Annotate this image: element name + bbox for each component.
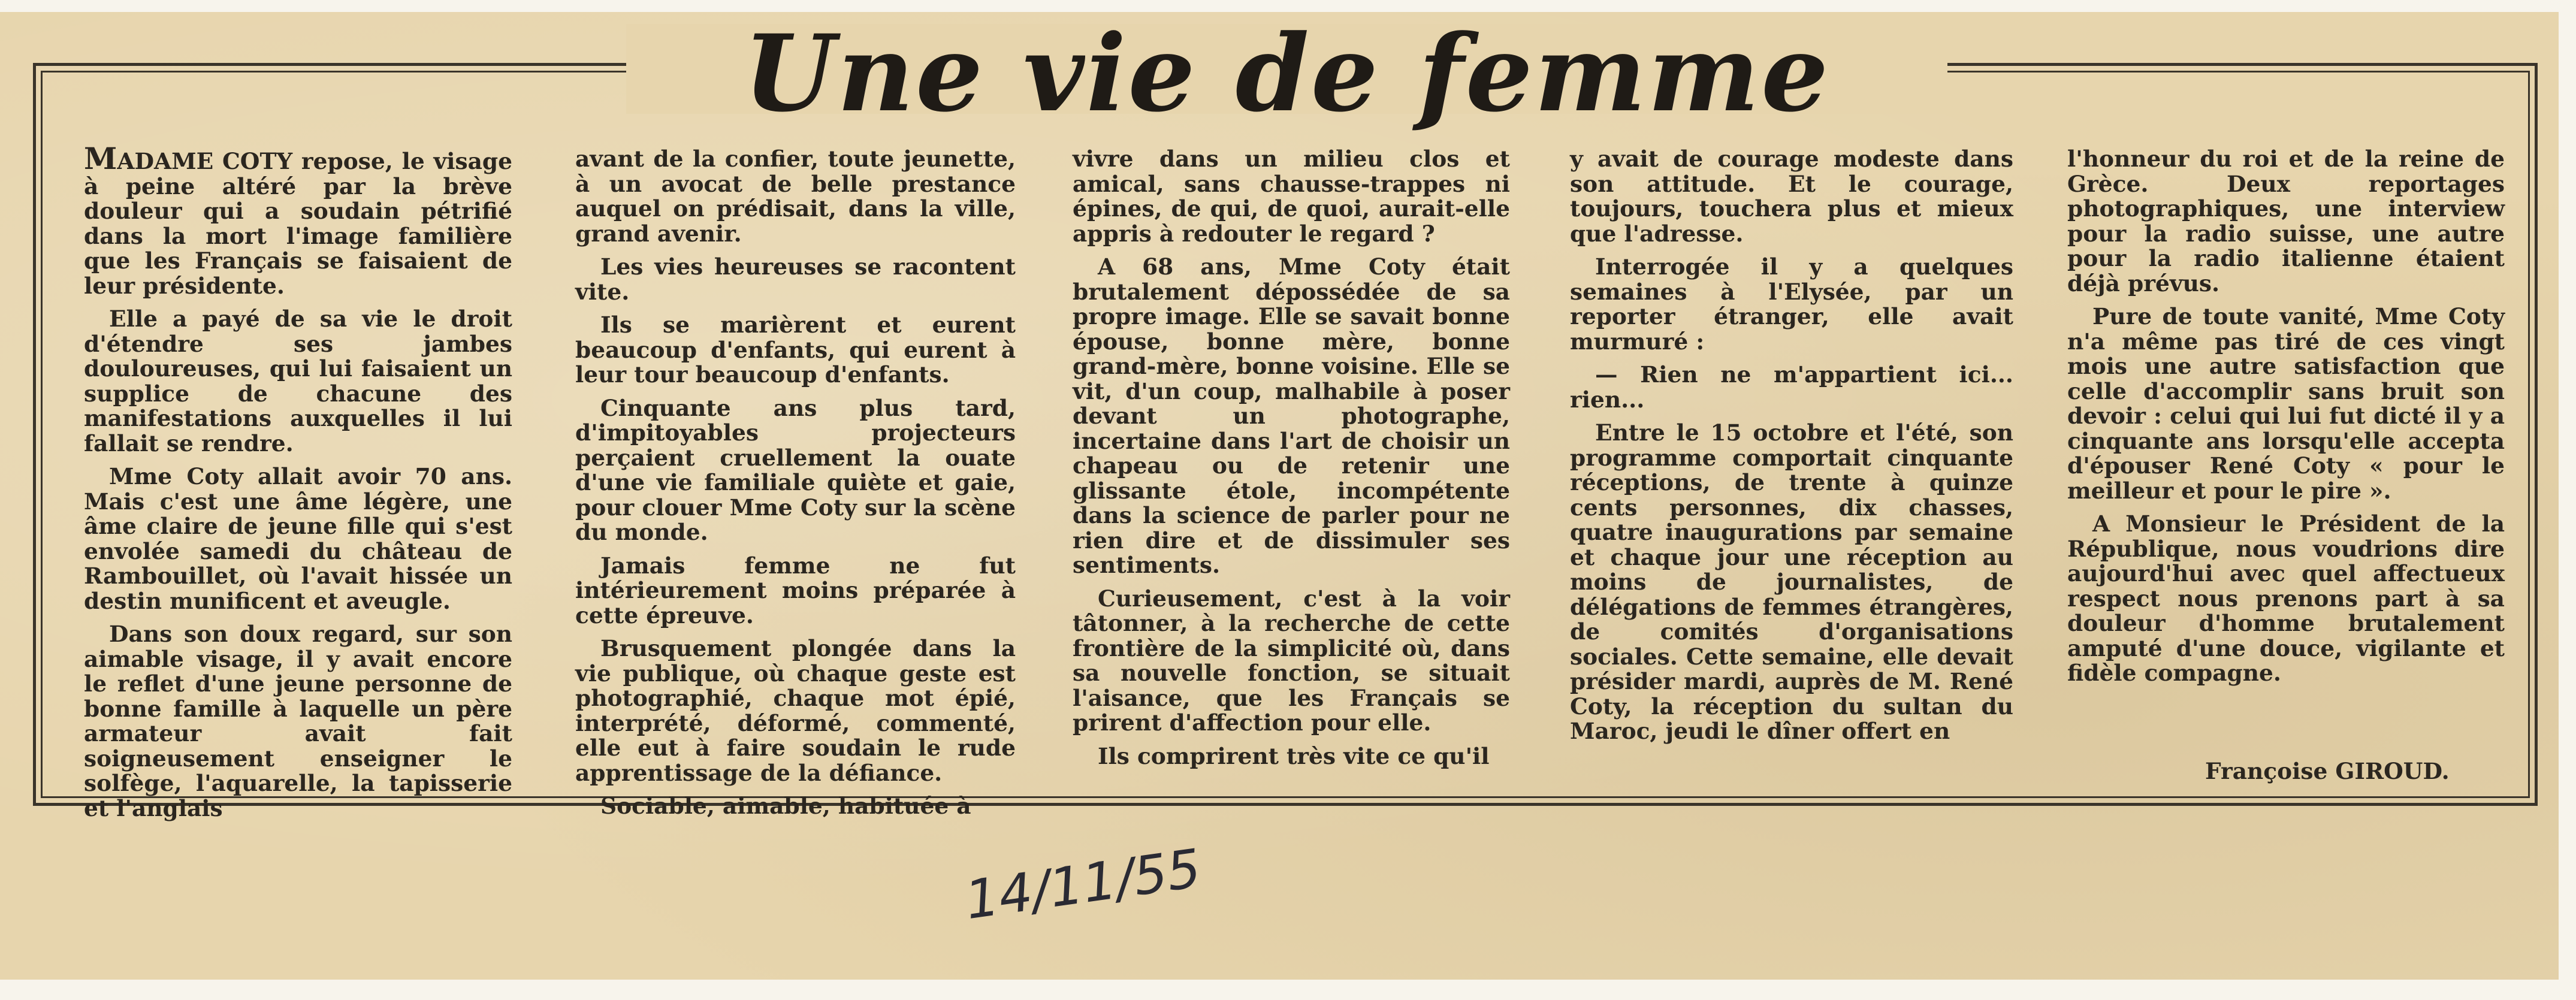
- article-title: Une vie de femme: [743, 11, 1831, 135]
- column-2-paragraph-7: Sociable, aimable, habituée à: [600, 793, 971, 819]
- handwritten-date: [959, 837, 1205, 932]
- column-5-paragraph-2: Pure de toute vanité, Mme Coty n'a même pas tiré de ces vingt mois une autre satisfaction que celle d'accomplir sans bruit son devoir : celui qui lui fut dicté il y a cinquante ans lorsqu'elle accepta d'épouser René Coty « pour le meilleur et pour le pire ».: [2067, 303, 2505, 504]
- column-3-paragraph-3: Curieusement, c'est à la voir tâtonner, à la recherche de cette frontière de la simplicité où, dans sa nouvelle fonction, se situait l'aisance, que les Français se prirent d'affection pour elle.: [1073, 585, 1510, 736]
- column-5-paragraph-1: l'honneur du roi et de la reine de Grèce. Deux reportages photographiques, une interview pour la radio suisse, une autre pour la radio italienne étaient déjà prévus.: [2067, 146, 2505, 297]
- article-column-5: [2067, 147, 2505, 782]
- column-2-paragraph-1: avant de la confier, toute jeunette, à un avocat de belle prestance auquel on prédisait, dans la ville, grand avenir.: [575, 146, 1016, 247]
- column-4-paragraph-1: y avait de courage modeste dans son attitude. Et le courage, toujours, touchera plus et mieux que l'adresse.: [1570, 146, 2013, 247]
- article-column-4: [1570, 147, 2013, 782]
- column-1-paragraph-3: Mme Coty allait avoir 70 ans. Mais c'est une âme légère, une âme claire de jeune fille qui s'est envolée samedi du château de Rambouillet, où l'avait hissée un destin munificent et aveugle.: [84, 463, 512, 614]
- column-4-paragraph-2: Interrogée il y a quelques semaines à l'Elysée, par un reporter étranger, elle avait murmuré :: [1570, 253, 2013, 355]
- column-3-paragraph-1: vivre dans un milieu clos et amical, sans chausse-trappes ni épines, de qui, de quoi, aurait-elle appris à redouter le regard ?: [1073, 146, 1510, 247]
- column-1-paragraph-2: Elle a payé de sa vie le droit d'étendre ses jambes douloureuses, qui lui faisaient un supplice de chacune des manifestations auxquelles il lui fallait se rendre.: [84, 306, 512, 457]
- column-5-paragraph-3: A Monsieur le Président de la République, nous voudrions dire aujourd'hui avec quel affectueux respect nous prenons part à sa douleur d'homme brutalement amputé d'une douce, vigilante et fidèle compagne.: [2067, 510, 2505, 686]
- column-4-paragraph-3: — Rien ne m'appartient ici... rien...: [1570, 361, 2013, 413]
- column-2-paragraph-6: Brusquement plongée dans la vie publique, où chaque geste est photographié, chaque mot épié, interprété, déformé, commenté, elle eut à faire soudain le rude apprentissage de la défiance.: [575, 635, 1016, 786]
- column-1-paragraph-4: Dans son doux regard, sur son aimable visage, il y avait encore le reflet d'une jeune personne de bonne famille à laquelle un père armateur avait fait soigneusement enseigner le solfège, l'aquarelle, la tapisserie et l'anglais: [84, 621, 512, 821]
- article-column-1: [84, 141, 512, 821]
- column-2-paragraph-5: Jamais femme ne fut intérieurement moins préparée à cette épreuve.: [575, 552, 1016, 629]
- column-4-paragraph-4: Entre le 15 octobre et l'été, son programme comportait cinquante réceptions, de trente à quinze cents personnes, dix chasses, quatre inaugurations par semaine et chaque jour une réception au moins de journalistes, de délégations de femmes étrangères, de comités d'organisations sociales. Cette semaine, elle devait présider mardi, auprès de M. René Coty, la réception du sultan du Maroc, jeudi le dîner offert en: [1570, 419, 2013, 744]
- column-3-paragraph-2: A 68 ans, Mme Coty était brutalement dépossédée de sa propre image. Elle se savait bonne épouse, bonne mère, bonne grand-mère, bonne voisine. Elle se vit, d'un coup, malhabile à poser devant un photographe, incertaine dans l'art de choisir un chapeau ou de retenir une glissante étole, incompétente dans la science de parler pour ne rien dire et de dissimuler ses sentiments.: [1073, 253, 1510, 578]
- column-2-paragraph-2: Les vies heureuses se racontent vite.: [575, 253, 1016, 305]
- column-2-paragraph-4: Cinquante ans plus tard, d'impitoyables projecteurs perçaient cruellement la ouate d'une vie familiale quiète et gaie, pour clouer Mme Coty sur la scène du monde.: [575, 394, 1016, 545]
- column-1-paragraph-1-text: ADAME COTY repose, le visage à peine altéré par la brève douleur qui a soudain pétrifié dans la mort l'image familière que les Français se faisaient de leur présidente.: [84, 148, 512, 299]
- article-column-2: [575, 146, 1016, 819]
- drop-cap: M: [84, 141, 117, 176]
- author-byline: Françoise GIROUD.: [2205, 758, 2450, 784]
- column-3-paragraph-4: Ils comprirent très vite ce qu'il: [1098, 742, 1490, 769]
- handwritten-date-text: 14/11/55: [961, 837, 1205, 932]
- column-2-paragraph-3: Ils se marièrent et eurent beaucoup d'enfants, qui eurent à leur tour beaucoup d'enfants.: [575, 312, 1016, 388]
- column-1-paragraph-1: [84, 141, 512, 299]
- article-column-3: [1073, 147, 1510, 782]
